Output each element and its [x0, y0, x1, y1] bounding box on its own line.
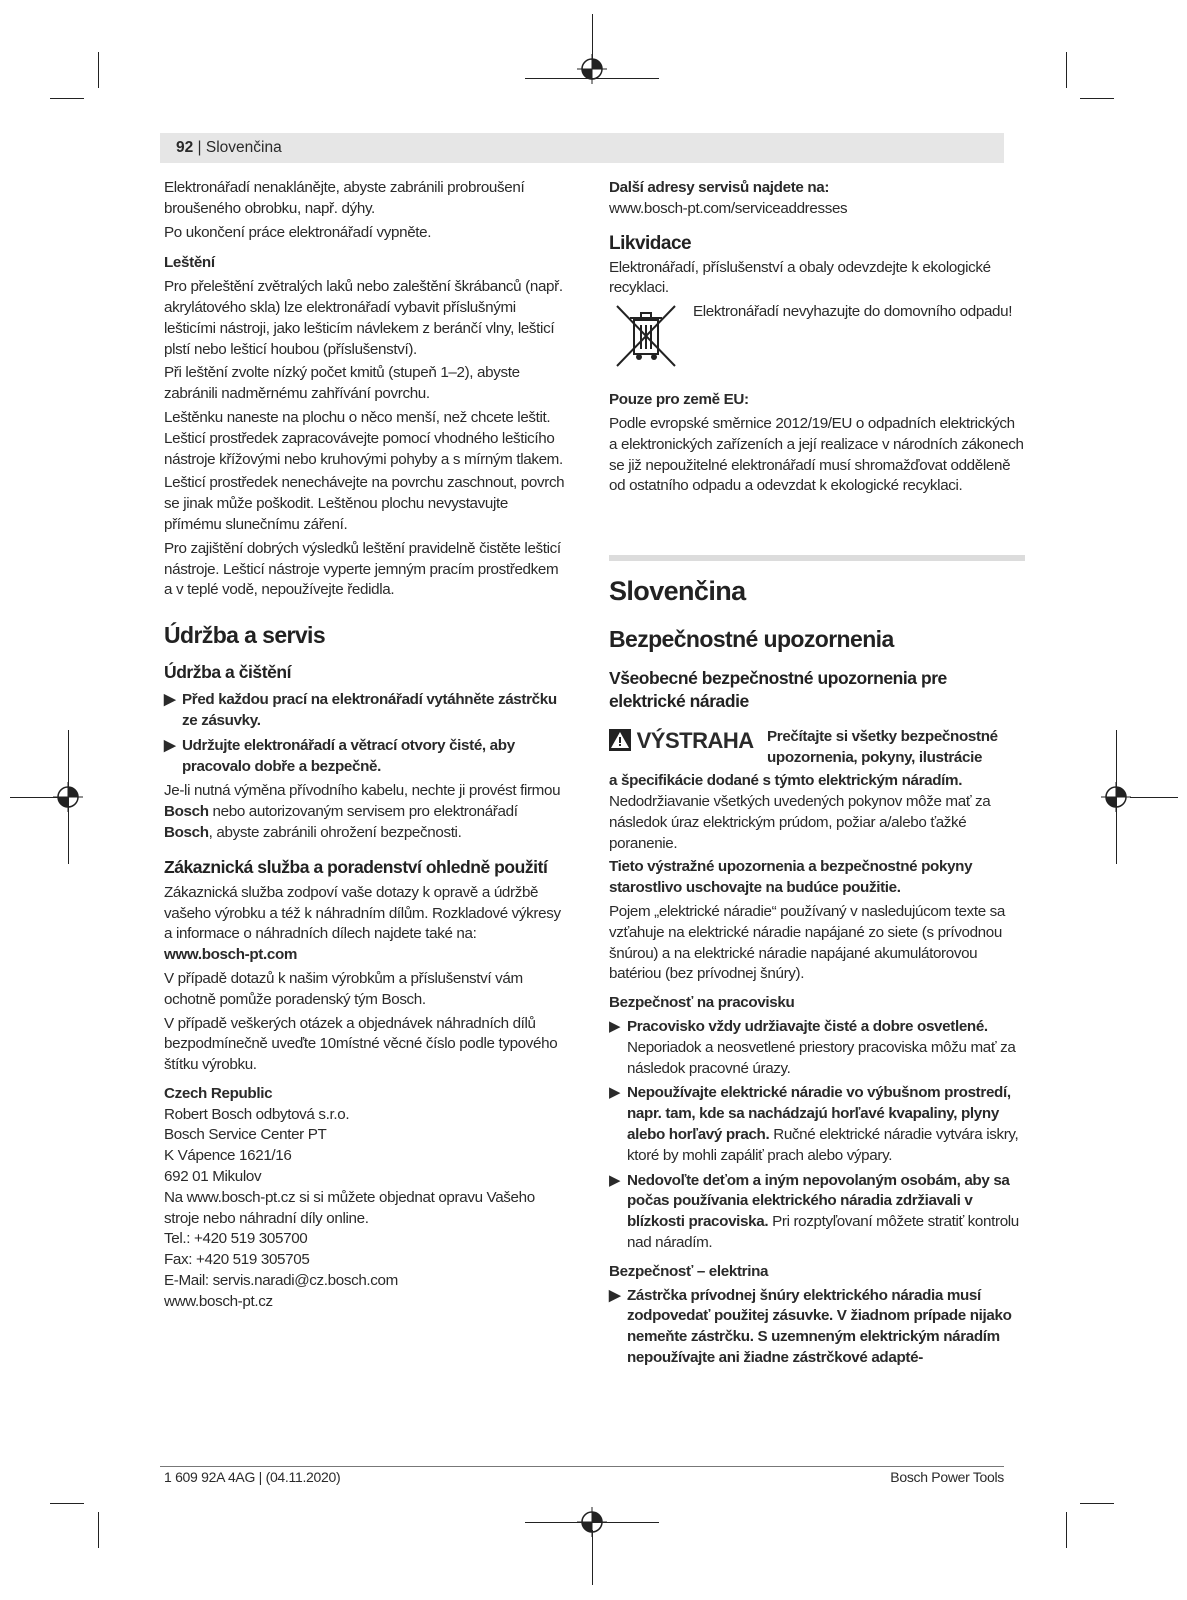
bullet-triangle-icon: ▶: [609, 1171, 621, 1189]
heading-safety: Bezpečnostné upozornenia: [609, 626, 894, 653]
subheading-electric: Bezpečnosť – elektrina: [609, 1262, 769, 1280]
warning-badge: [609, 729, 754, 752]
website-link[interactable]: www.bosch-pt.cz: [164, 1292, 273, 1310]
more-addresses-label: Další adresy servisů najdete na:: [609, 179, 830, 196]
crop-mark: [98, 1512, 99, 1548]
warning-label: VÝSTRAHA: [636, 728, 754, 754]
paragraph-cable: [164, 781, 568, 843]
paragraph: Elektronářadí, příslušenství a obaly odevzdejte k ekologické recyklaci.: [609, 258, 991, 297]
bullet-text: Zástrčka prívodnej šnúry elektrického náradia musí zodpovedať použitej zásuvke. V žiadnom prípade nijako nemeňte zástrčku. S uzemneným elektrickým náradím nepoužívajte ani žiadne zástrčkové adapté-: [627, 1286, 1012, 1366]
bullet-triangle-icon: ▶: [609, 1286, 621, 1304]
warning-heading: Prečítajte si všetky bezpečnostné upozornenia, pokyny, ilustrácie: [767, 728, 998, 766]
warning-continuation: a špecifikácie dodané s týmto elektrickým náradím.: [609, 772, 963, 790]
paragraph: Po ukončení práce elektronářadí vypněte.: [164, 223, 432, 241]
heading-cleaning: Údržba a čištění: [164, 662, 292, 683]
bullet-bold-text: Nepoužívajte elektrické náradie vo výbušnom prostredí, napr. tam, kde sa nachádzajú horľavé kvapaliny, plyny alebo horľavý prach.: [627, 1084, 1011, 1143]
weee-text: Elektronářadí nevyhazujte do domovního odpadu!: [693, 303, 1013, 321]
paragraph: Leštěnku naneste na plochu o něco menší, než chcete leštit. Lešticí prostředek zapracovávejte pomocí vhodného lešticího nástroje křížovými nebo kruhovými pohyby a s mírným tlakem.: [164, 408, 563, 468]
heading-maintenance: Údržba a servis: [164, 622, 326, 649]
paragraph: V případě veškerých otázek a objednávek náhradních dílů bezpodmínečně uveďte 10místné věcné číslo podle typového štítku výrobku.: [164, 1014, 558, 1074]
service-link[interactable]: www.bosch-pt.com: [164, 946, 298, 964]
crop-mark: [50, 98, 84, 99]
paragraph: Pro zajištění dobrých výsledků leštění pravidelně čistěte lešticí nástroje. Lešticí nástroje vyperte jemným pracím prostředkem a v teplé vodě, nepoužívejte ředidla.: [164, 539, 561, 599]
section-name: Slovenčina: [205, 139, 282, 156]
footer-doc-id: 1 609 92A 4AG | (04.11.2020): [164, 1469, 341, 1485]
bullet-text: Udržujte elektronářadí a větrací otvory čisté, aby pracovalo dobře a bezpečně.: [182, 736, 515, 775]
phone-line: Tel.: +420 519 305700: [164, 1230, 308, 1248]
crop-mark: [1080, 1503, 1114, 1504]
left-column: [164, 178, 568, 1313]
paragraph: Elektronářadí nenaklánějte, abyste zabránili probroušení broušeného obrobku, např. dýhy.: [164, 179, 525, 217]
right-column: [609, 178, 1025, 1373]
heading-disposal: Likvidace: [609, 232, 692, 254]
email-line[interactable]: E-Mail: servis.naradi@cz.bosch.com: [164, 1272, 398, 1290]
bullet-text: Neporiadok a neosvetlené priestory pracoviska môžu mať za následok pracovné úrazy.: [627, 1038, 1016, 1077]
registration-line: [1130, 797, 1178, 798]
bullet-item: [609, 1017, 1025, 1079]
subheading-workplace: Bezpečnosť na pracovisku: [609, 994, 795, 1012]
page-number: 92: [176, 139, 194, 156]
bullet-text: Pri rozptyľovaní môžete stratiť kontrolu nad náradím.: [627, 1213, 1019, 1251]
text-span: Je-li nutná výměna přívodního kabelu, nechte ji provést firmou: [164, 782, 561, 800]
paragraph: V případě dotazů k našim výrobkům a příslušenství vám ochotně pomůže poradenský tým Bosch.: [164, 969, 523, 1008]
registration-mark-icon: [575, 1505, 609, 1539]
bullet-triangle-icon: ▶: [609, 1017, 621, 1035]
bullet-bold-text: Pracovisko vždy udržiavajte čisté a dobre osvetlené.: [627, 1017, 988, 1035]
crop-mark: [98, 52, 99, 88]
page-header-text: 92 | Slovenčina: [176, 139, 282, 156]
warning-block: [609, 727, 1025, 771]
bullet-item: [609, 1171, 1025, 1254]
paragraph: Pro přeleštění zvětralých laků nebo zaleštění škrábanců (např. akrylátového skla) lze elektronářadí vybavit příslušnými lešticími nástroji, jako lešticím návlekem z beránčí vlny, lešticí plstí nebo lešticí houbou (příslušenství).: [164, 278, 563, 358]
footer-brand: Bosch Power Tools: [890, 1469, 1004, 1485]
more-addresses-link[interactable]: www.bosch-pt.com/serviceaddresses: [609, 199, 848, 217]
warning-triangle-icon: [609, 729, 631, 751]
bullet-triangle-icon: ▶: [164, 736, 176, 754]
address-line: Na www.bosch-pt.cz si si můžete objednat opravu Vašeho stroje nebo náhradní díly online.: [164, 1188, 535, 1227]
eu-heading: Pouze pro země EU:: [609, 391, 749, 409]
bullet-item: [164, 736, 568, 778]
address-line: Bosch Service Center PT: [164, 1126, 327, 1144]
country-name: Czech Republic: [164, 1084, 273, 1102]
weee-notice: [609, 302, 1025, 370]
bullet-text: Ručné elektrické náradie vytvára iskry, ktoré by mohli zapáliť prach alebo výpary.: [627, 1125, 1019, 1164]
crop-mark: [1066, 52, 1067, 88]
text-span: nebo autorizovaným servisem pro elektronářadí: [208, 803, 518, 821]
crop-mark: [1080, 98, 1114, 99]
text-span: , abyste zabránili ohrožení bezpečnosti.: [208, 823, 462, 841]
subheading-polishing: Leštění: [164, 254, 215, 272]
paragraph: Při leštění zvolte nízký počet kmitů (stupeň 1–2), abyste zabránili nadměrnému zahřívání povrchu.: [164, 364, 520, 403]
paragraph: Zákaznická služba zodpoví vaše dotazy k opravě a údržbě vašeho výrobku a též k náhradním dílům. Rozkladové výkresy a informace o náhradních dílech najdete také na:: [164, 883, 561, 943]
brand-bold: Bosch: [164, 823, 209, 841]
paragraph: Pojem „elektrické náradie“ používaný v nasledujúcom texte sa vzťahuje na elektrické náradie napájané zo siete (s prívodnou šnúrou) a na elektrické náradie napájané akumulátorovou batériou (bez prívodnej šnúry).: [609, 902, 1006, 983]
heading-general-safety: Všeobecné bezpečnostné upozornenia pre elektrické náradie: [609, 668, 947, 712]
paragraph: Nedodržiavanie všetkých uvedených pokynov môže mať za následok úraz elektrickým prúdom, požiar a/alebo ťažké poranenie.: [609, 792, 991, 852]
bullet-item: [609, 1083, 1025, 1166]
bullet-item: [609, 1286, 1025, 1369]
section-divider: [609, 555, 1025, 561]
bullet-text: Před každou prací na elektronářadí vytáhněte zástrčku ze zásuvky.: [182, 691, 557, 729]
crop-mark: [1066, 1512, 1067, 1548]
brand-bold: Bosch: [164, 803, 209, 821]
paragraph: Lešticí prostředek nenechávejte na povrchu zaschnout, povrch se jinak může poškodit. Leštěnou plochu nevystavujte přímému slunečnímu záření.: [164, 474, 565, 533]
keep-instructions: Tieto výstražné upozornenia a bezpečnostné pokyny starostlivo uschovajte na budúce použitie.: [609, 858, 973, 897]
address-line: Robert Bosch odbytová s.r.o.: [164, 1105, 350, 1123]
bullet-item: [164, 690, 568, 732]
registration-mark-icon: [51, 780, 85, 814]
fax-line: Fax: +420 519 305705: [164, 1251, 310, 1269]
address-line: K Vápence 1621/16: [164, 1147, 292, 1165]
crossed-bin-icon: [609, 300, 683, 370]
heading-language: Slovenčina: [609, 576, 746, 607]
paragraph: Podle evropské směrnice 2012/19/EU o odpadních elektrických a elektronických zařízeních a její realizace v národních zákonech se již nepoužitelné elektronářadí musí shromažďovat odděleně od ostatního odpadu a odevzdat k ekologické recyklaci.: [609, 414, 1024, 495]
heading-customer-service: Zákaznická služba a poradenství ohledně použití: [164, 856, 548, 877]
address-line: 692 01 Mikulov: [164, 1168, 262, 1186]
registration-mark-icon: [575, 52, 609, 86]
crop-mark: [50, 1503, 84, 1504]
page-header: [160, 133, 1004, 163]
bullet-triangle-icon: ▶: [609, 1084, 621, 1102]
registration-mark-icon: [1099, 780, 1133, 814]
bullet-triangle-icon: ▶: [164, 691, 176, 709]
footer-divider: [160, 1466, 1004, 1467]
bullet-bold-text: Nedovoľte deťom a iným nepovolaným osobám, aby sa počas používania elektrického náradia zdržiavali v blízkosti pracoviska.: [627, 1171, 1010, 1231]
